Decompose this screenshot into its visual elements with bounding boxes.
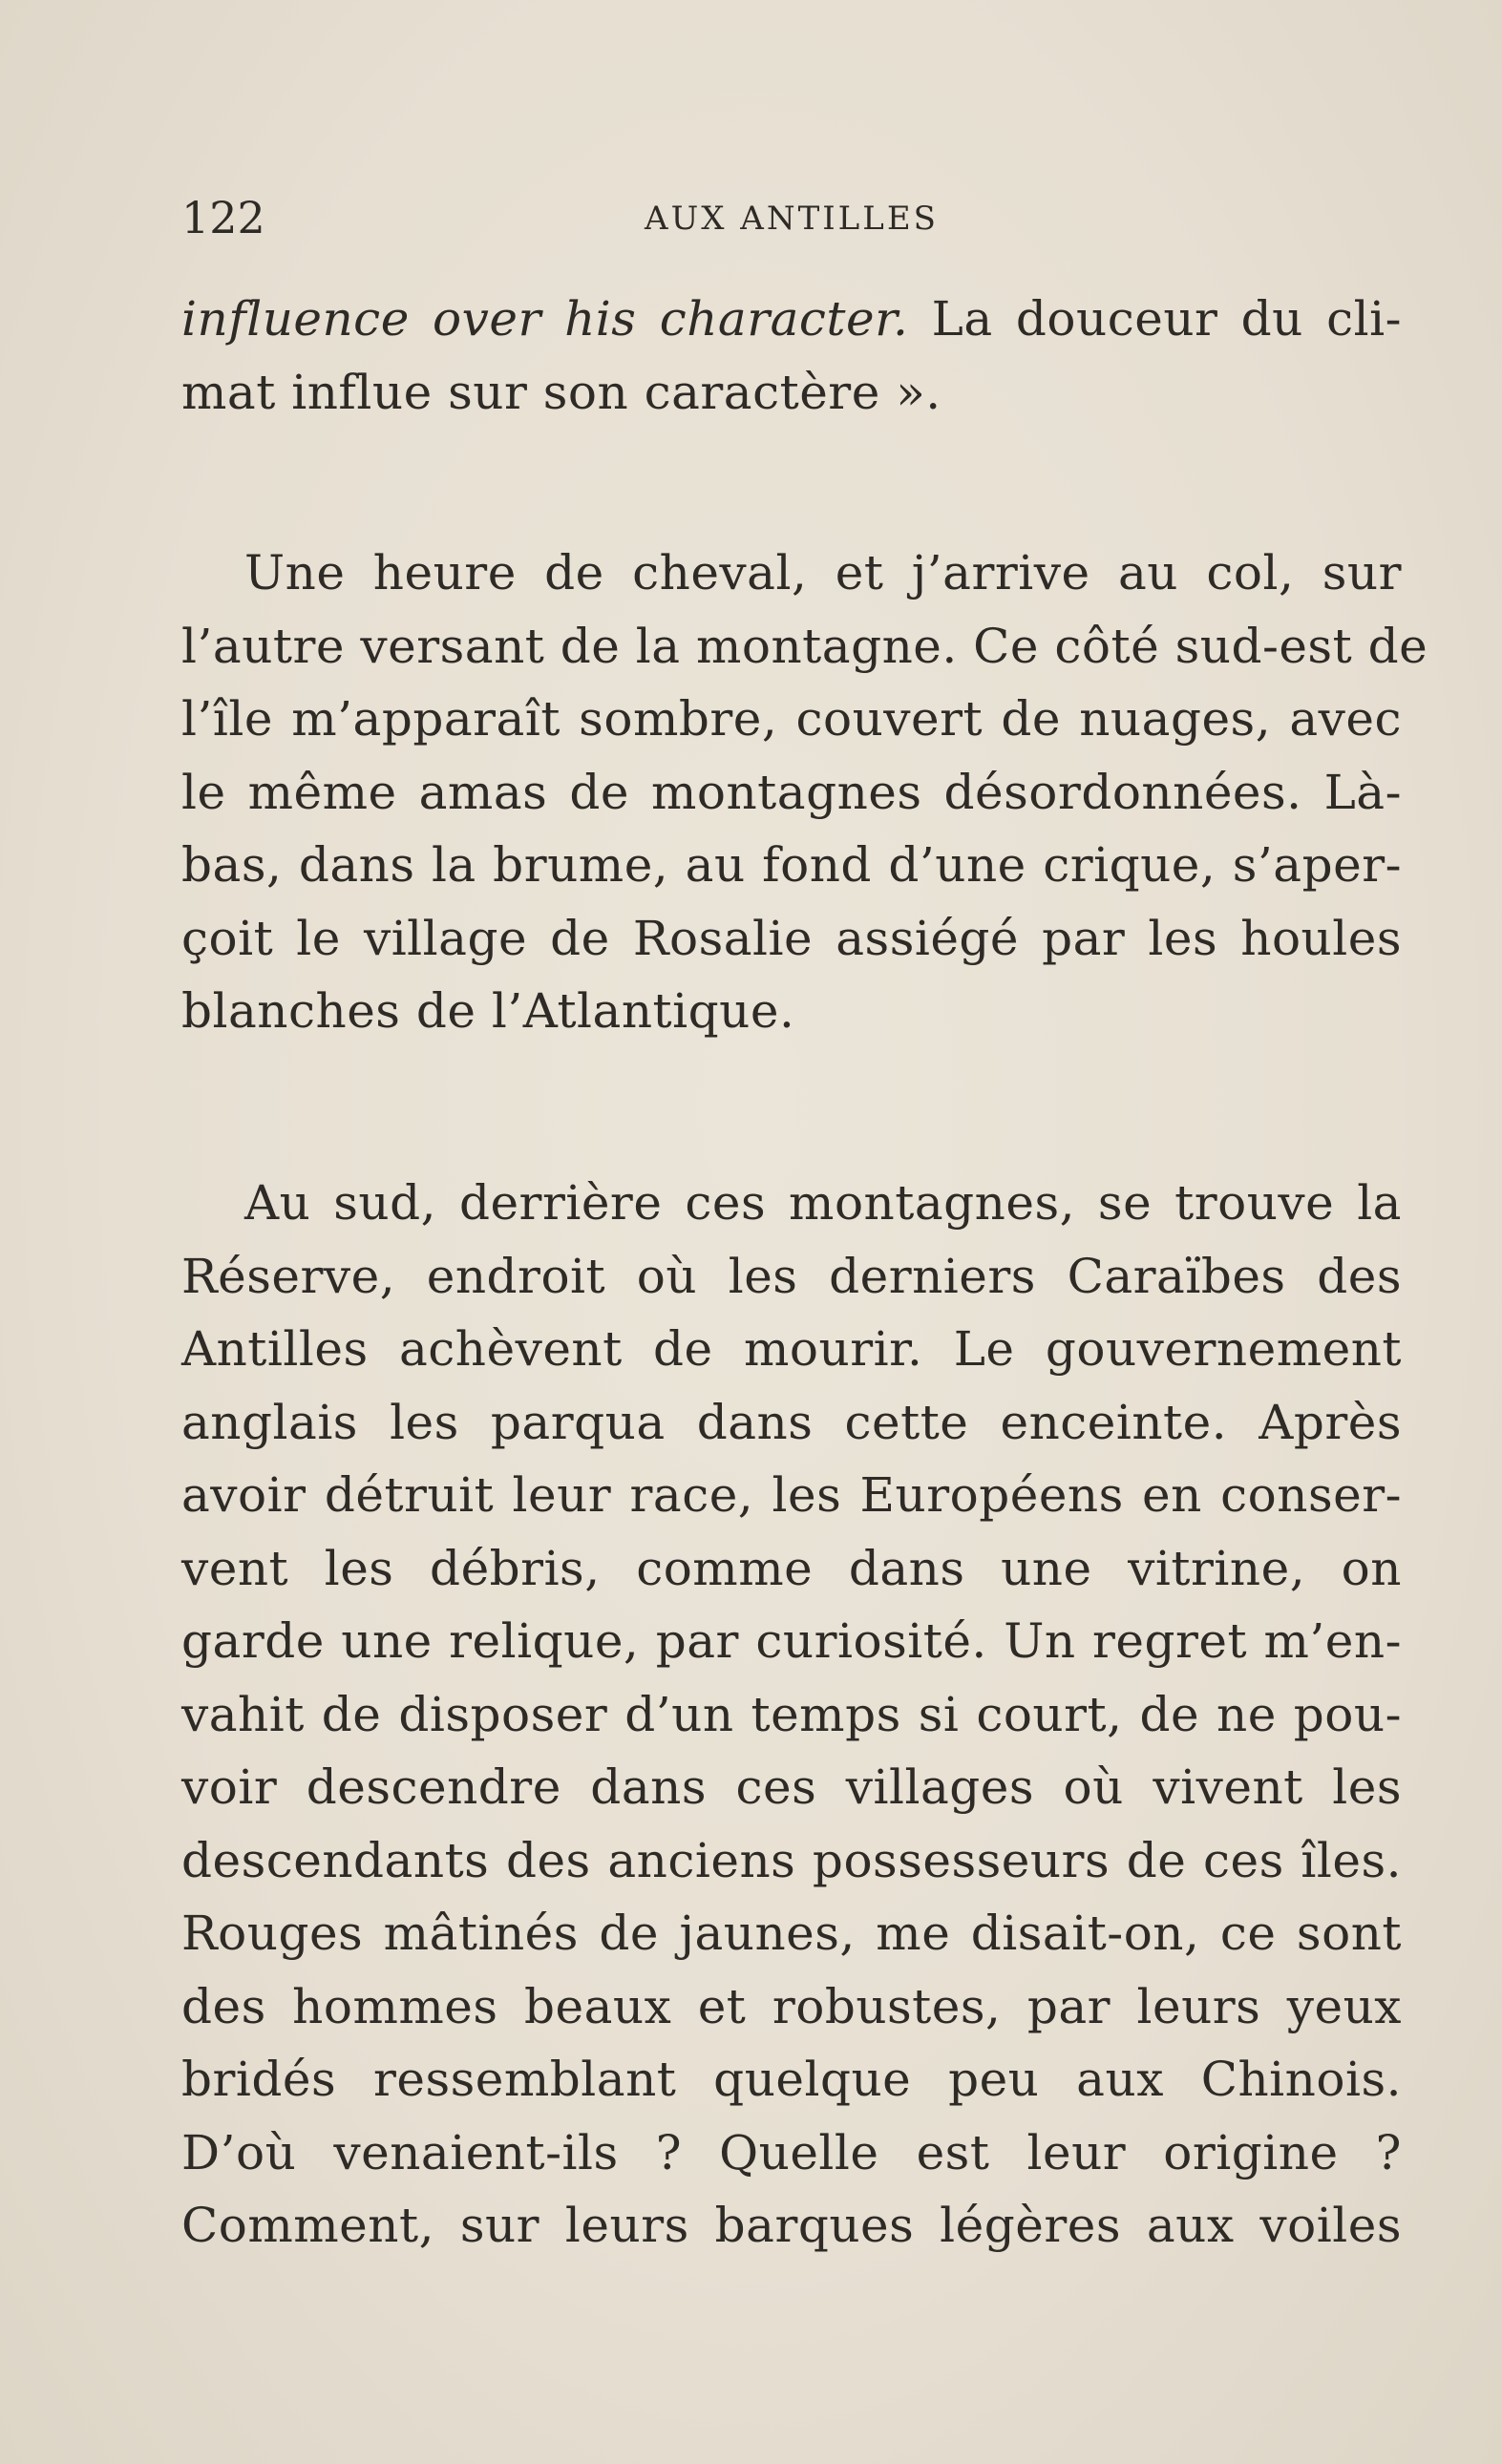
paragraph-reserve — [181, 1167, 1402, 2263]
italic-quote: influence over his character. — [181, 291, 909, 347]
text-line: avoir détruit leur race, les Européens en conser- — [181, 1467, 1402, 1523]
text-line: des hommes beaux et robustes, par leurs yeux — [181, 1978, 1402, 2034]
text-line: le même amas de montagnes désordonnées. Là- — [181, 764, 1402, 820]
text-line: çoit le village de Rosalie assiégé par les houles — [181, 910, 1402, 966]
text-line: l’autre versant de la montagne. Ce côté sud-est de — [181, 618, 1428, 674]
text-line: Réserve, endroit où les derniers Caraïbes des — [181, 1248, 1402, 1304]
text-line: l’île m’apparaît sombre, couvert de nuages, avec — [181, 691, 1402, 747]
paragraph-col-view — [181, 537, 1428, 1048]
text-line: Antilles achèvent de mourir. Le gouvernement — [181, 1321, 1402, 1377]
text-line: bridés ressemblant quelque peu aux Chinois. — [181, 2052, 1402, 2107]
text-line: Au sud, derrière ces montagnes, se trouve la — [244, 1175, 1402, 1231]
text-line: descendants des anciens possesseurs de ces îles. — [181, 1832, 1402, 1888]
paragraph-continuation — [181, 283, 1402, 429]
running-head: AUX ANTILLES — [645, 200, 939, 238]
text-line: Comment, sur leurs barques légères aux voiles — [181, 2198, 1402, 2253]
text-line: garde une relique, par curiosité. Un regret m’en- — [181, 1613, 1402, 1669]
text-line: vahit de disposer d’un temps si court, de ne pou- — [181, 1686, 1402, 1742]
text-line: Rouges mâtinés de jaunes, me disait-on, ce sont — [181, 1906, 1402, 1961]
text-line: mat influe sur son caractère ». — [181, 364, 941, 420]
text-line: anglais les parqua dans cette enceinte. Après — [181, 1394, 1402, 1450]
text-run: La douceur du cli- — [908, 291, 1402, 347]
text-line: bas, dans la brume, au fond d’une crique, s’aper- — [181, 837, 1402, 893]
text-line: Une heure de cheval, et j’arrive au col, sur — [244, 545, 1402, 600]
text-line: blanches de l’Atlantique. — [181, 983, 795, 1039]
page-number: 122 — [181, 192, 265, 243]
text-line: voir descendre dans ces villages où vivent les — [181, 1759, 1402, 1815]
text-line: D’où venaient-ils ? Quelle est leur origine ? — [181, 2124, 1402, 2180]
text-line: vent les débris, comme dans une vitrine, on — [181, 1540, 1402, 1596]
text-line — [181, 283, 1402, 356]
page-header — [181, 189, 1402, 246]
